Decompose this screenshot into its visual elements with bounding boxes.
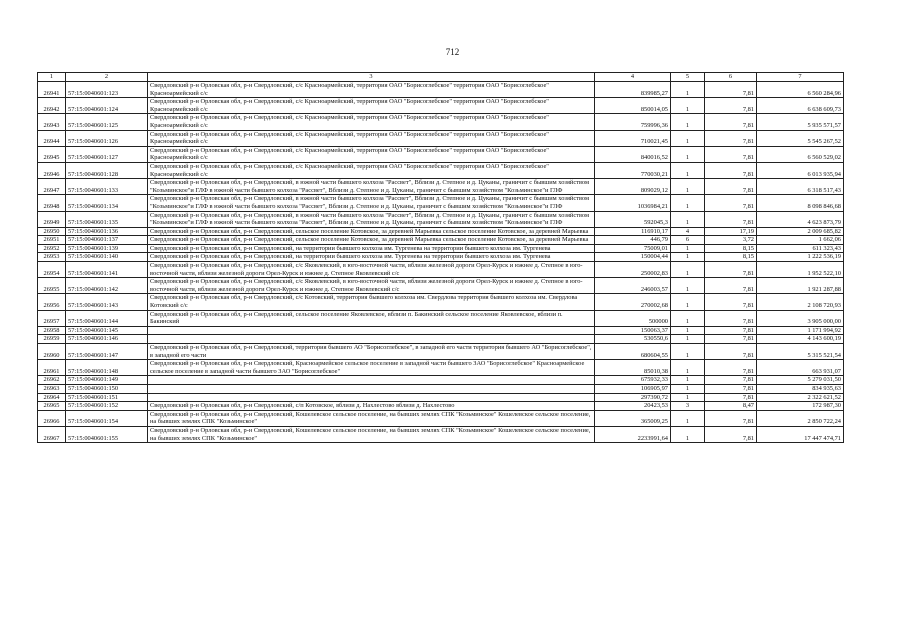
rate-value: 7,81 bbox=[705, 98, 757, 114]
table-row bbox=[38, 114, 844, 130]
cadastral-number: 57:15:0040601:150 bbox=[66, 384, 148, 393]
cadastral-value: 4 623 873,79 bbox=[757, 211, 844, 227]
location-description bbox=[148, 376, 595, 385]
cadastral-value: 5 315 521,54 bbox=[757, 344, 844, 360]
location-description: Свердловский р-н Орловская обл, р-н Свердловский, с/с Красноармейский, территория ОАО "Борисоглебское" территория ОАО "Борисоглебское" Красноармейский с/с bbox=[148, 130, 595, 146]
area-value: 2233991,64 bbox=[595, 426, 671, 442]
rate-value: 7,81 bbox=[705, 294, 757, 310]
row-number: 26942 bbox=[38, 98, 66, 114]
location-description: Свердловский р-н Орловская обл, р-н Свердловский, в южной части бывшего колхоза "Рассвет", Вблизи д. Степное и д. Цуканы, граничит с бывшим хозяйством "Козьминское"и ГЛФ в южной части бывшего колхоза "Рассвет", Вблизи д. Степное и д. Цуканы, граничит с бывшим хозяйством "Козьминское"и ГЛФ bbox=[148, 211, 595, 227]
quantity-value: 6 bbox=[671, 236, 705, 245]
table-row bbox=[38, 278, 844, 294]
table-row bbox=[38, 376, 844, 385]
table-row bbox=[38, 130, 844, 146]
quantity-value: 1 bbox=[671, 195, 705, 211]
area-value: 710021,45 bbox=[595, 130, 671, 146]
location-description: Свердловский р-н Орловская обл, р-н Свердловский, с/с Красноармейский, территория ОАО "Борисоглебское" территория ОАО "Борисоглебское" Красноармейский с/с bbox=[148, 146, 595, 162]
quantity-value: 1 bbox=[671, 326, 705, 335]
location-description: Свердловский р-н Орловская обл, р-н Свердловский, на территории бывшего колхоза им. Тургенева на территории бывшего колхоза им. Тургенева bbox=[148, 244, 595, 253]
row-number: 26950 bbox=[38, 227, 66, 236]
cadastral-number: 57:15:0040601:149 bbox=[66, 376, 148, 385]
area-value: 297390,72 bbox=[595, 393, 671, 402]
location-description: Свердловский р-н Орловская обл, р-н Свердловский, Кошелевское сельское поселение, на бывших землях СПК "Козьминское" Кошелевское сельское поселение, на бывших землях СПК "Козьминское" bbox=[148, 410, 595, 426]
cadastral-number: 57:15:0040601:135 bbox=[66, 211, 148, 227]
area-value: 759996,36 bbox=[595, 114, 671, 130]
cadastral-number: 57:15:0040601:136 bbox=[66, 227, 148, 236]
table-row bbox=[38, 310, 844, 326]
table-row bbox=[38, 262, 844, 278]
quantity-value: 1 bbox=[671, 98, 705, 114]
quantity-value: 1 bbox=[671, 294, 705, 310]
row-number: 26958 bbox=[38, 326, 66, 335]
cadastral-value: 2 322 621,52 bbox=[757, 393, 844, 402]
cadastral-value: 1 222 536,19 bbox=[757, 253, 844, 262]
rate-value: 7,81 bbox=[705, 335, 757, 344]
table-row bbox=[38, 253, 844, 262]
quantity-value: 3 bbox=[671, 402, 705, 411]
quantity-value: 1 bbox=[671, 310, 705, 326]
rate-value: 7,81 bbox=[705, 384, 757, 393]
row-number: 26948 bbox=[38, 195, 66, 211]
rate-value: 7,81 bbox=[705, 130, 757, 146]
table-row bbox=[38, 82, 844, 98]
cadastral-value: 8 098 846,68 bbox=[757, 195, 844, 211]
table-row bbox=[38, 360, 844, 376]
area-value: 150063,37 bbox=[595, 326, 671, 335]
location-description: Свердловский р-н Орловская обл, р-н Свердловский, сельское поселение Яковлевское, вблизи п. Бакинский сельское поселение Яковлевское, вблизи п. Бакинский bbox=[148, 310, 595, 326]
rate-value: 8,15 bbox=[705, 253, 757, 262]
row-number: 26965 bbox=[38, 402, 66, 411]
rate-value: 7,81 bbox=[705, 195, 757, 211]
quantity-value: 1 bbox=[671, 376, 705, 385]
cadastral-number: 57:15:0040601:148 bbox=[66, 360, 148, 376]
location-description: Свердловский р-н Орловская обл, р-н Свердловский, в южной части бывшего колхоза "Рассвет", Вблизи д. Степное и д. Цуканы, граничит с бывшим хозяйством "Козьминское"и ГЛФ в южной части бывшего колхоза "Рассвет", Вблизи д. Степное и д. Цуканы, граничит с бывшим хозяйством "Козьминское"и ГЛФ bbox=[148, 195, 595, 211]
rate-value: 7,81 bbox=[705, 344, 757, 360]
row-number: 26967 bbox=[38, 426, 66, 442]
area-value: 85010,38 bbox=[595, 360, 671, 376]
quantity-value: 1 bbox=[671, 262, 705, 278]
table-row bbox=[38, 162, 844, 178]
table-row bbox=[38, 179, 844, 195]
table-row bbox=[38, 227, 844, 236]
cadastral-value: 1 921 287,88 bbox=[757, 278, 844, 294]
quantity-value: 1 bbox=[671, 179, 705, 195]
cadastral-number: 57:15:0040601:126 bbox=[66, 130, 148, 146]
cadastral-number: 57:15:0040601:127 bbox=[66, 146, 148, 162]
table-row bbox=[38, 344, 844, 360]
cadastral-value: 3 905 000,00 bbox=[757, 310, 844, 326]
col-header-3: 3 bbox=[148, 73, 595, 82]
cadastral-number: 57:15:0040601:139 bbox=[66, 244, 148, 253]
cadastral-number: 57:15:0040601:142 bbox=[66, 278, 148, 294]
row-number: 26946 bbox=[38, 162, 66, 178]
row-number: 26941 bbox=[38, 82, 66, 98]
row-number: 26964 bbox=[38, 393, 66, 402]
rate-value: 7,81 bbox=[705, 114, 757, 130]
cadastral-value: 2 009 685,82 bbox=[757, 227, 844, 236]
row-number: 26963 bbox=[38, 384, 66, 393]
area-value: 270002,68 bbox=[595, 294, 671, 310]
location-description: Свердловский р-н Орловская обл, р-н Свердловский, сельское поселение Котовское, за деревней Марьевка сельское поселение Котовское, за деревней Марьевка bbox=[148, 227, 595, 236]
col-header-5: 5 bbox=[671, 73, 705, 82]
cadastral-number: 57:15:0040601:140 bbox=[66, 253, 148, 262]
location-description bbox=[148, 393, 595, 402]
cadastral-value: 2 108 720,93 bbox=[757, 294, 844, 310]
cadastral-number: 57:15:0040601:128 bbox=[66, 162, 148, 178]
area-value: 530550,6 bbox=[595, 335, 671, 344]
quantity-value: 4 bbox=[671, 227, 705, 236]
cadastral-value: 4 143 600,19 bbox=[757, 335, 844, 344]
table-row bbox=[38, 384, 844, 393]
location-description: Свердловский р-н Орловская обл, р-н Свердловский, с/п Котовское, вблизи д. Нахлестово вблизи д. Нахлестово bbox=[148, 402, 595, 411]
location-description: Свердловский р-н Орловская обл, р-н Свердловский, Красноармейское сельское поселение в западной части бывшего ЗАО "Борисоглебское" Красноармейское сельское поселение в западной части бывшего ЗАО "Борисоглебское" bbox=[148, 360, 595, 376]
land-register-table bbox=[37, 72, 844, 443]
area-value: 150004,44 bbox=[595, 253, 671, 262]
rate-value: 7,81 bbox=[705, 82, 757, 98]
cadastral-value: 834 935,63 bbox=[757, 384, 844, 393]
area-value: 770030,21 bbox=[595, 162, 671, 178]
cadastral-number: 57:15:0040601:124 bbox=[66, 98, 148, 114]
row-number: 26943 bbox=[38, 114, 66, 130]
rate-value: 8,15 bbox=[705, 244, 757, 253]
location-description bbox=[148, 326, 595, 335]
row-number: 26955 bbox=[38, 278, 66, 294]
location-description: Свердловский р-н Орловская обл, р-н Свердловский, с/с Яковлевский, в юго-восточной части, вблизи железной дороги Орел-Курск и южнее д. Степное в юго-восточной части, вблизи железной дороги Орел-Курск и южнее д. Степное Яковлевский с/с bbox=[148, 278, 595, 294]
quantity-value: 1 bbox=[671, 146, 705, 162]
cadastral-value: 1 952 522,10 bbox=[757, 262, 844, 278]
rate-value: 7,81 bbox=[705, 278, 757, 294]
row-number: 26962 bbox=[38, 376, 66, 385]
area-value: 246003,57 bbox=[595, 278, 671, 294]
rate-value: 7,81 bbox=[705, 310, 757, 326]
rate-value: 8,47 bbox=[705, 402, 757, 411]
col-header-1: 1 bbox=[38, 73, 66, 82]
table-row bbox=[38, 426, 844, 442]
area-value: 1036984,21 bbox=[595, 195, 671, 211]
cadastral-number: 57:15:0040601:134 bbox=[66, 195, 148, 211]
table-row bbox=[38, 195, 844, 211]
cadastral-value: 6 560 284,96 bbox=[757, 82, 844, 98]
cadastral-number: 57:15:0040601:146 bbox=[66, 335, 148, 344]
table-row bbox=[38, 393, 844, 402]
cadastral-value: 1 662,06 bbox=[757, 236, 844, 245]
quantity-value: 1 bbox=[671, 344, 705, 360]
row-number: 26966 bbox=[38, 410, 66, 426]
location-description bbox=[148, 335, 595, 344]
location-description: Свердловский р-н Орловская обл, р-н Свердловский, Кошелевское сельское поселение, на бывших землях СПК "Козьминское" Кошелевское сельское поселение, на бывших землях СПК "Козьминское" bbox=[148, 426, 595, 442]
col-header-6: 6 bbox=[705, 73, 757, 82]
rate-value: 7,81 bbox=[705, 211, 757, 227]
area-value: 675932,33 bbox=[595, 376, 671, 385]
quantity-value: 1 bbox=[671, 244, 705, 253]
area-value: 446,79 bbox=[595, 236, 671, 245]
rate-value: 7,81 bbox=[705, 179, 757, 195]
table-row bbox=[38, 410, 844, 426]
cadastral-value: 2 850 722,24 bbox=[757, 410, 844, 426]
location-description: Свердловский р-н Орловская обл, р-н Свердловский, на территории бывшего колхоза им. Тургенева на территории бывшего колхоза им. Тургенева bbox=[148, 253, 595, 262]
location-description: Свердловский р-н Орловская обл, р-н Свердловский, с/с Красноармейский, территория ОАО "Борисоглебское" территория ОАО "Борисоглебское" Красноармейский с/с bbox=[148, 98, 595, 114]
rate-value: 7,81 bbox=[705, 146, 757, 162]
area-value: 839985,27 bbox=[595, 82, 671, 98]
location-description: Свердловский р-н Орловская обл, р-н Свердловский, с/с Красноармейский, территория ОАО "Борисоглебское" территория ОАО "Борисоглебское" Красноармейский с/с bbox=[148, 114, 595, 130]
row-number: 26956 bbox=[38, 294, 66, 310]
cadastral-number: 57:15:0040601:147 bbox=[66, 344, 148, 360]
cadastral-number: 57:15:0040601:145 bbox=[66, 326, 148, 335]
area-value: 116910,17 bbox=[595, 227, 671, 236]
rate-value: 7,81 bbox=[705, 426, 757, 442]
rate-value: 7,81 bbox=[705, 393, 757, 402]
area-value: 365009,25 bbox=[595, 410, 671, 426]
cadastral-value: 6 013 935,94 bbox=[757, 162, 844, 178]
area-value: 20423,53 bbox=[595, 402, 671, 411]
quantity-value: 1 bbox=[671, 393, 705, 402]
row-number: 26945 bbox=[38, 146, 66, 162]
row-number: 26944 bbox=[38, 130, 66, 146]
cadastral-number: 57:15:0040601:151 bbox=[66, 393, 148, 402]
cadastral-value: 6 560 529,02 bbox=[757, 146, 844, 162]
location-description: Свердловский р-н Орловская обл, р-н Свердловский, территория бывшего АО "Борисоглебское", в западной его части территория бывшего АО "Борисоглебское", в западной его части bbox=[148, 344, 595, 360]
quantity-value: 1 bbox=[671, 335, 705, 344]
area-value: 850014,05 bbox=[595, 98, 671, 114]
row-number: 26953 bbox=[38, 253, 66, 262]
quantity-value: 1 bbox=[671, 360, 705, 376]
cadastral-number: 57:15:0040601:133 bbox=[66, 179, 148, 195]
table-row bbox=[38, 326, 844, 335]
table-row bbox=[38, 211, 844, 227]
cadastral-value: 1 171 994,92 bbox=[757, 326, 844, 335]
rate-value: 3,72 bbox=[705, 236, 757, 245]
header-row bbox=[38, 73, 844, 82]
cadastral-number: 57:15:0040601:125 bbox=[66, 114, 148, 130]
row-number: 26949 bbox=[38, 211, 66, 227]
cadastral-value: 17 447 474,71 bbox=[757, 426, 844, 442]
rate-value: 7,81 bbox=[705, 162, 757, 178]
table-row bbox=[38, 402, 844, 411]
col-header-4: 4 bbox=[595, 73, 671, 82]
cadastral-value: 5 279 031,50 bbox=[757, 376, 844, 385]
cadastral-value: 663 931,07 bbox=[757, 360, 844, 376]
cadastral-value: 6 638 609,73 bbox=[757, 98, 844, 114]
quantity-value: 1 bbox=[671, 426, 705, 442]
page-number: 712 bbox=[445, 47, 460, 57]
row-number: 26961 bbox=[38, 360, 66, 376]
quantity-value: 1 bbox=[671, 253, 705, 262]
cadastral-number: 57:15:0040601:141 bbox=[66, 262, 148, 278]
quantity-value: 1 bbox=[671, 384, 705, 393]
row-number: 26954 bbox=[38, 262, 66, 278]
area-value: 75009,01 bbox=[595, 244, 671, 253]
col-header-2: 2 bbox=[66, 73, 148, 82]
location-description: Свердловский р-н Орловская обл, р-н Свердловский, сельское поселение Котовское, за деревней Марьевка сельское поселение Котовское, за деревней Марьевка bbox=[148, 236, 595, 245]
table-row bbox=[38, 98, 844, 114]
table-body bbox=[38, 82, 844, 443]
area-value: 592045,3 bbox=[595, 211, 671, 227]
quantity-value: 1 bbox=[671, 162, 705, 178]
cadastral-value: 6 318 517,43 bbox=[757, 179, 844, 195]
row-number: 26952 bbox=[38, 244, 66, 253]
cadastral-number: 57:15:0040601:155 bbox=[66, 426, 148, 442]
rate-value: 7,81 bbox=[705, 262, 757, 278]
row-number: 26947 bbox=[38, 179, 66, 195]
location-description bbox=[148, 384, 595, 393]
cadastral-number: 57:15:0040601:154 bbox=[66, 410, 148, 426]
cadastral-number: 57:15:0040601:123 bbox=[66, 82, 148, 98]
location-description: Свердловский р-н Орловская обл, р-н Свердловский, с/с Красноармейский, территория ОАО "Борисоглебское" территория ОАО "Борисоглебское" Красноармейский с/с bbox=[148, 82, 595, 98]
area-value: 500000 bbox=[595, 310, 671, 326]
rate-value: 17,19 bbox=[705, 227, 757, 236]
table-row bbox=[38, 335, 844, 344]
row-number: 26960 bbox=[38, 344, 66, 360]
cadastral-number: 57:15:0040601:143 bbox=[66, 294, 148, 310]
area-value: 840016,52 bbox=[595, 146, 671, 162]
cadastral-value: 172 987,30 bbox=[757, 402, 844, 411]
location-description: Свердловский р-н Орловская обл, р-н Свердловский, с/с Красноармейский, территория ОАО "Борисоглебское" территория ОАО "Борисоглебское" Красноармейский с/с bbox=[148, 162, 595, 178]
cadastral-value: 611 323,43 bbox=[757, 244, 844, 253]
quantity-value: 1 bbox=[671, 114, 705, 130]
location-description: Свердловский р-н Орловская обл, р-н Свердловский, с/с Котовский, территория бывшего колхоза им. Свердлова территория бывшего колхоза им. Свердлова Котовский с/с bbox=[148, 294, 595, 310]
location-description: Свердловский р-н Орловская обл, р-н Свердловский, в южной части бывшего колхоза "Рассвет", Вблизи д. Степное и д. Цуканы, граничит с бывшим хозяйством "Козьминское"и ГЛФ в южной части бывшего колхоза "Рассвет", Вблизи д. Степное и д. Цуканы, граничит с бывшим хозяйством "Козьминское"и ГЛФ bbox=[148, 179, 595, 195]
quantity-value: 1 bbox=[671, 211, 705, 227]
cadastral-number: 57:15:0040601:152 bbox=[66, 402, 148, 411]
row-number: 26951 bbox=[38, 236, 66, 245]
quantity-value: 1 bbox=[671, 410, 705, 426]
quantity-value: 1 bbox=[671, 278, 705, 294]
quantity-value: 1 bbox=[671, 82, 705, 98]
rate-value: 7,81 bbox=[705, 360, 757, 376]
cadastral-value: 5 545 267,52 bbox=[757, 130, 844, 146]
rate-value: 7,81 bbox=[705, 326, 757, 335]
table-row bbox=[38, 146, 844, 162]
cadastral-number: 57:15:0040601:144 bbox=[66, 310, 148, 326]
area-value: 106905,97 bbox=[595, 384, 671, 393]
area-value: 250002,83 bbox=[595, 262, 671, 278]
location-description: Свердловский р-н Орловская обл, р-н Свердловский, с/с Яковлевский, в юго-восточной части, вблизи железной дороги Орел-Курск и южнее д. Степное в юго-восточной части, вблизи железной дороги Орел-Курск и южнее д. Степное Яковлевский с/с bbox=[148, 262, 595, 278]
rate-value: 7,81 bbox=[705, 376, 757, 385]
table-row bbox=[38, 294, 844, 310]
cadastral-number: 57:15:0040601:137 bbox=[66, 236, 148, 245]
rate-value: 7,81 bbox=[705, 410, 757, 426]
cadastral-value: 5 935 571,57 bbox=[757, 114, 844, 130]
col-header-7: 7 bbox=[757, 73, 844, 82]
table-row bbox=[38, 236, 844, 245]
row-number: 26959 bbox=[38, 335, 66, 344]
table-row bbox=[38, 244, 844, 253]
quantity-value: 1 bbox=[671, 130, 705, 146]
area-value: 809029,12 bbox=[595, 179, 671, 195]
area-value: 680604,55 bbox=[595, 344, 671, 360]
row-number: 26957 bbox=[38, 310, 66, 326]
